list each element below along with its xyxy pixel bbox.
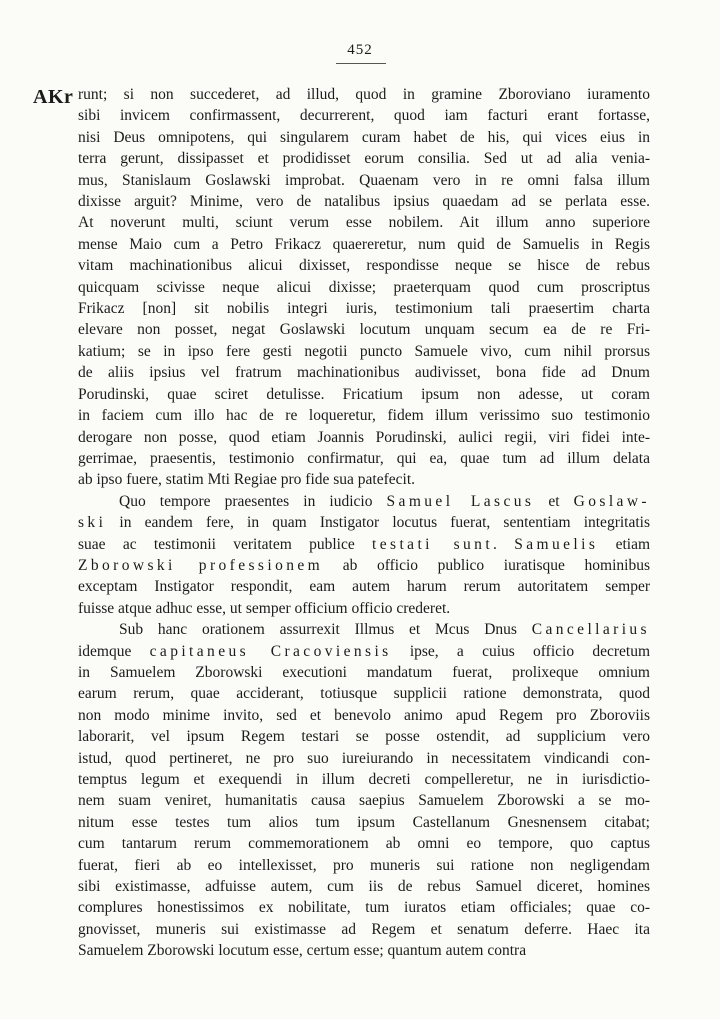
text-run: terra gerunt, dissipasset et prodidisset eorum consilia. Sed ut ad alia venia-	[78, 150, 650, 168]
text-line	[78, 512, 650, 533]
text-run: mus, Stanislaum Goslawski improbat. Quaenam vero in re omni falsa illum	[78, 171, 650, 189]
page-number-rule	[336, 63, 386, 64]
text-line	[78, 84, 650, 105]
text-run: non modo minime invito, sed et benevolo animo apud Regem pro Zboroviis	[78, 706, 650, 724]
text-line	[78, 362, 650, 383]
text-line	[78, 576, 650, 597]
text-run: idemque	[78, 642, 150, 660]
text-line	[78, 876, 650, 897]
text-run: ipse, a cuius officio decretum	[391, 642, 651, 660]
text-line	[78, 127, 650, 148]
text-run: sibi invicem confirmassent, decurrerent, quod iam facturi erant fortasse,	[78, 107, 650, 125]
text-line	[78, 491, 650, 512]
text-line	[78, 212, 650, 233]
text-line	[78, 448, 650, 469]
spaced-name: Samuelis	[514, 535, 599, 553]
text-run: de aliis ipsius vel fratrum machinationibus audivisset, bona fide ad Dnum	[78, 364, 650, 382]
page-number: 452	[347, 42, 373, 58]
text-run: dixisse arguit? Minime, vero de natalibus ipsius quaedam ad se perlata esse.	[78, 193, 650, 211]
text-run: .	[493, 535, 515, 553]
spaced-name: Goslaw-	[573, 492, 650, 510]
spaced-name: testati sunt	[372, 535, 494, 553]
text-line	[78, 705, 650, 726]
text-run: mense Maio cum a Petro Frikacz quaereretur, num quid de Samuelis in Regis	[78, 235, 650, 253]
text-run: Quo tempore praesentes in iudicio	[119, 492, 387, 510]
text-run: Porudinski, quae sciret detulisse. Fricatium ipsum non adesse, ut coram	[78, 385, 650, 403]
margin-siglum: AKr	[33, 86, 74, 108]
text-run: elevare non posset, negat Goslawski locutum unquam secum ea de re Fri-	[78, 321, 650, 339]
text-run: earum rerum, quae acciderant, totiusque supplicii ratione demonstrata, quod	[78, 685, 650, 703]
text-line	[78, 855, 650, 876]
text-line	[78, 255, 650, 276]
text-line	[78, 234, 650, 255]
text-run: quicquam scivisse neque alicui dixisse; praeterquam quod cum proscriptus	[78, 278, 650, 296]
text-run: cum tantarum rerum commemorationem ab omni eo tempore, quo captus	[78, 835, 650, 853]
text-run: gnovisset, muneris sui existimasse ad Regem et senatum deferre. Haec ita	[78, 920, 650, 938]
text-run: Sub hanc orationem assurrexit Illmus et Mcus Dnus	[119, 621, 532, 639]
text-run: derogare non posse, quod etiam Joannis Porudinski, aulici regii, viri fidei inte-	[78, 428, 650, 446]
text-run: in Samuelem Zborowski executioni mandatum fuerat, prolixeque omnium	[78, 663, 650, 681]
text-line	[78, 427, 650, 448]
spaced-name: Zborowski professionem	[78, 556, 324, 574]
text-run: fuisse atque adhuc esse, ut semper officium officio crederet.	[78, 599, 451, 617]
text-line	[78, 619, 650, 640]
text-run: nisi Deus omnipotens, qui singularem curam habet de his, qui vices eius in	[78, 128, 650, 146]
text-line	[78, 534, 650, 555]
text-run: et	[534, 492, 574, 510]
text-run: ab officio publico iuratisque hominibus	[323, 556, 650, 574]
text-line	[78, 919, 650, 940]
text-line	[78, 105, 650, 126]
text-run: istud, quod pertineret, ne pro suo iureiurando in necessitatem vindicandi con-	[78, 749, 650, 767]
text-run: suae ac testimonii veritatem publice	[78, 535, 373, 553]
text-line	[78, 170, 650, 191]
text-line	[78, 341, 650, 362]
paragraph	[78, 84, 650, 491]
text-run: in faciem cum illo hac de re loqueretur, fidem illum verissimo suo testimonio	[78, 407, 650, 425]
text-run: vitam machinationibus alicui dixisset, respondisse neque se hisce de rebus	[78, 257, 650, 275]
text-run: runt; si non succederet, ad illud, quod in gramine Zboroviano iuramento	[78, 86, 650, 103]
text-line	[78, 384, 650, 405]
text-line	[78, 833, 650, 854]
text-run: Samuelem Zborowski locutum esse, certum esse; quantum autem contra	[78, 942, 527, 960]
text-run: sibi existimasse, adfuisse autem, cum iis de rebus Samuel diceret, homines	[78, 878, 650, 896]
paragraph	[78, 619, 650, 962]
spaced-name: Cancellarius	[531, 621, 650, 639]
text-run: complures honestissimos ex nobilitate, tum iuratos etiam officiales; quae co-	[78, 899, 650, 917]
text-run: laborarit, vel ipsum Regem testari se posse ostendit, ad supplicium vero	[78, 728, 650, 746]
text-line	[78, 191, 650, 212]
text-line	[78, 683, 650, 704]
text-line	[78, 769, 650, 790]
text-line	[78, 319, 650, 340]
text-line	[78, 726, 650, 747]
text-line	[78, 405, 650, 426]
spaced-name: Samuel Lascus	[386, 492, 535, 510]
text-run: etiam	[598, 535, 651, 553]
text-line	[78, 148, 650, 169]
text-line	[78, 277, 650, 298]
text-line	[78, 940, 650, 961]
body-text	[78, 84, 650, 962]
text-run: katium; se in ipso fere gesti negotii puncto Samuele vivo, cum nihil prorsus	[78, 342, 650, 360]
text-run: ab ipso fuere, statim Mti Regiae pro fide sua patefecit.	[78, 471, 416, 489]
spaced-name: ski	[78, 514, 107, 532]
text-line	[78, 298, 650, 319]
paragraph	[78, 491, 650, 619]
text-line	[78, 555, 650, 576]
text-run: nitum esse testes tum alios tum ipsum Castellanum Gnesnensem citabat;	[78, 813, 650, 831]
text-run: gerrimae, praesentis, testimonio confirmatur, qui ea, quae tum ad illum delata	[78, 449, 650, 467]
text-line	[78, 812, 650, 833]
text-run: in eandem fere, in quam Instigator locutus fuerat, sententiam integritatis	[106, 514, 650, 532]
text-line	[78, 662, 650, 683]
text-line	[78, 897, 650, 918]
text-run: At noverunt multi, sciunt verum esse nobilem. Ait illum anno superiore	[78, 214, 650, 232]
text-run: nem suam veniret, humanitatis causa saepius Samuelem Zborowski a se mo-	[78, 792, 650, 810]
text-line	[78, 748, 650, 769]
text-line	[78, 598, 650, 619]
text-line	[78, 641, 650, 662]
text-run: fuerat, fieri ab eo intellexisset, pro muneris sui ratione non negligendam	[78, 856, 650, 874]
text-line	[78, 790, 650, 811]
text-line	[78, 469, 650, 490]
spaced-name: capitaneus Cracoviensis	[149, 642, 392, 660]
text-run: Frikacz [non] sit nobilis integri iuris, testimonium tali praesertim charta	[78, 300, 650, 318]
text-run: exceptam Instigator respondit, eam autem harum rerum autoritatem semper	[78, 578, 650, 596]
text-run: temptus legum et exequendi in illum decreti compelleretur, ne in iurisdictio-	[78, 771, 650, 788]
